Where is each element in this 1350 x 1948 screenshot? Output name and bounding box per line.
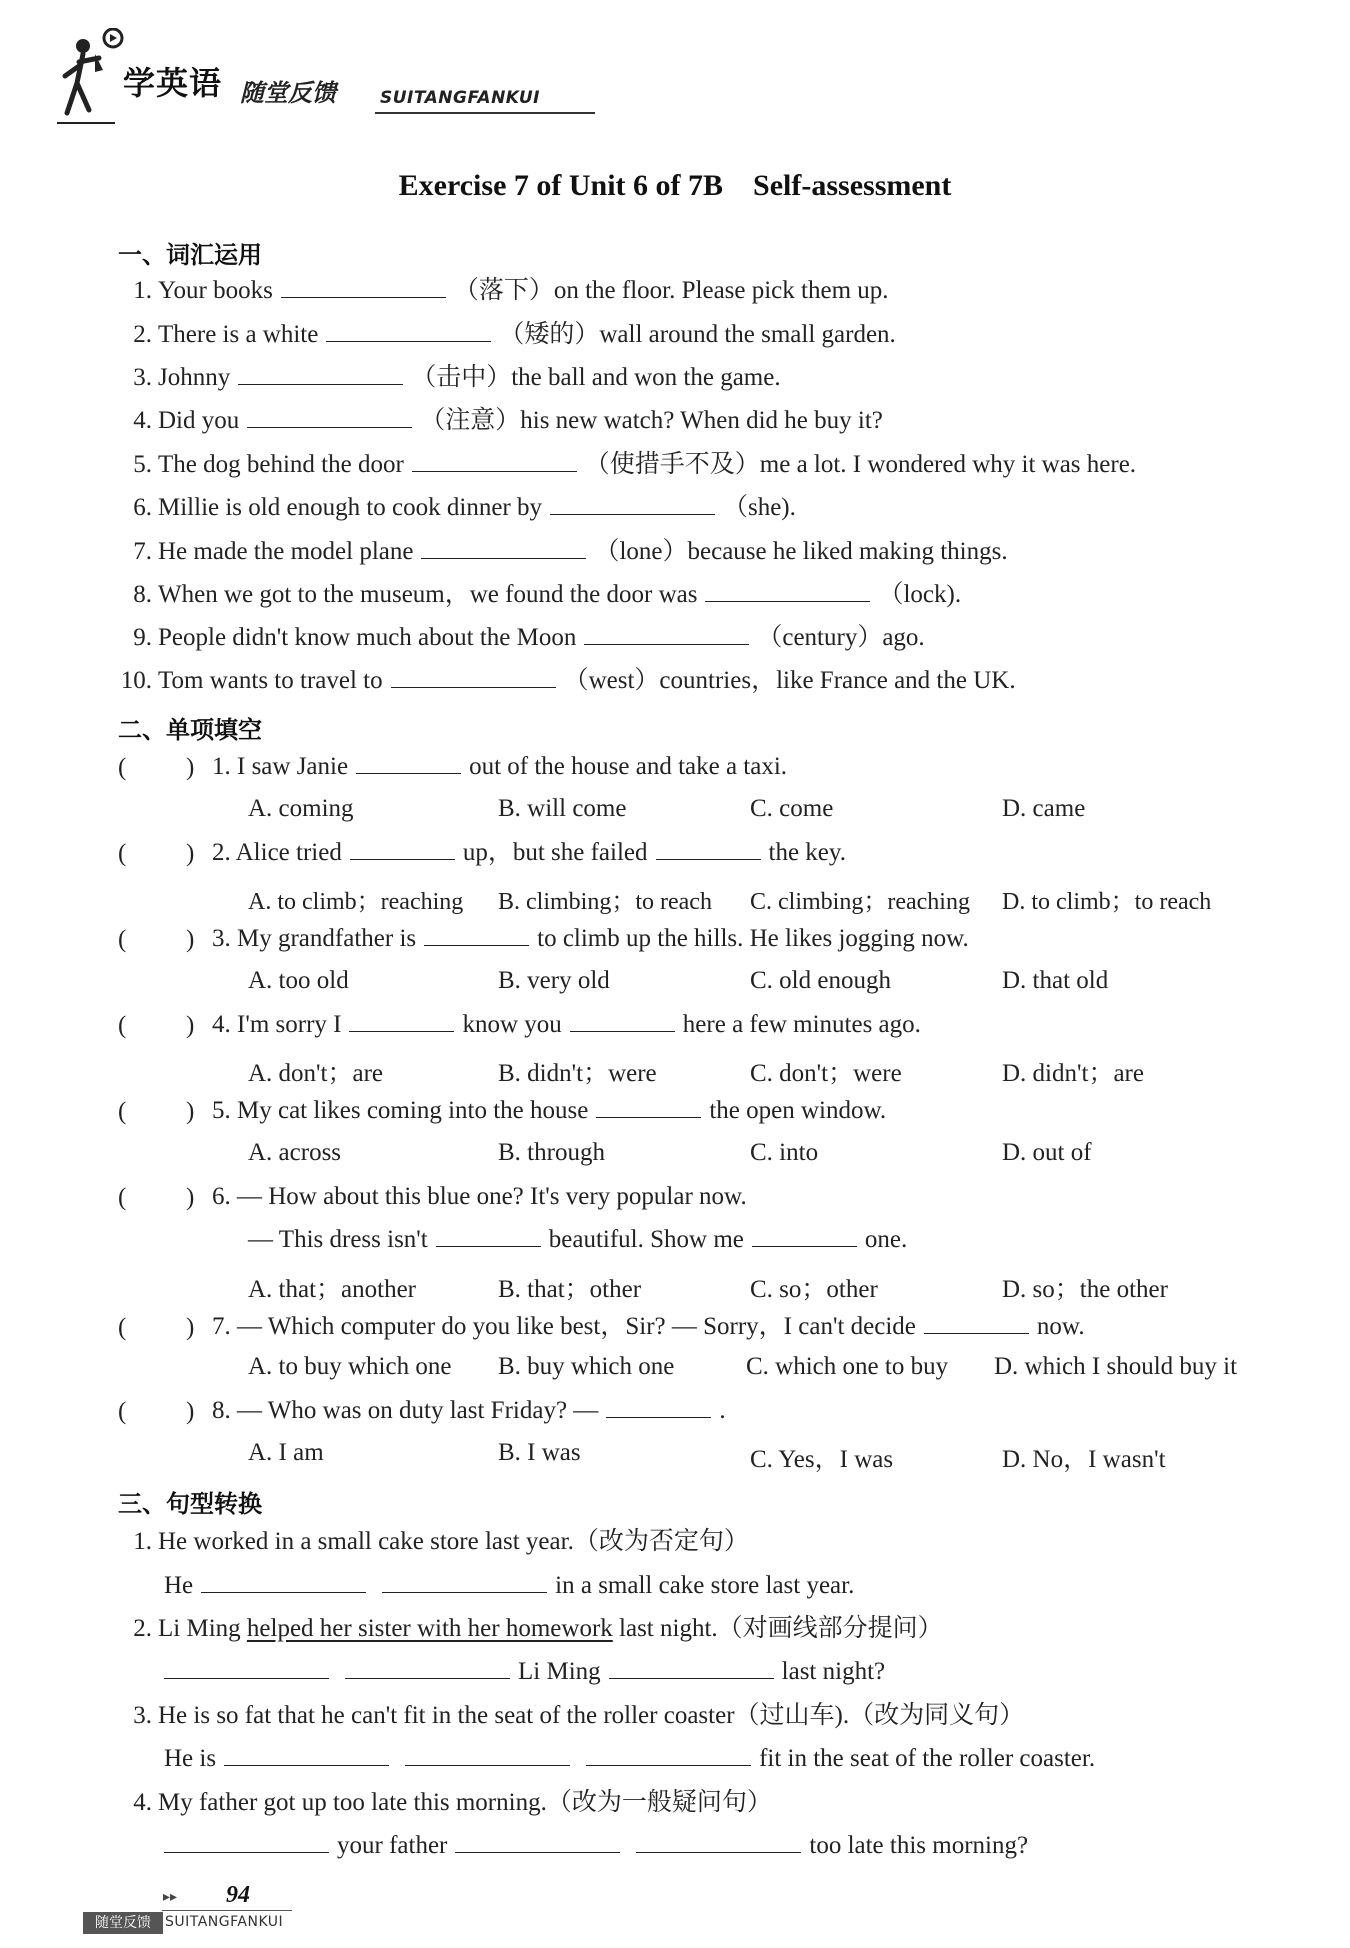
option-b[interactable]: B. I was <box>498 1439 581 1466</box>
transform-answer-line <box>156 1830 1028 1862</box>
item-number: 9. <box>133 624 152 651</box>
item-text: Li Ming <box>158 1615 241 1642</box>
item-text: There is a white <box>158 321 319 348</box>
item-number: 3. <box>133 1702 152 1729</box>
answer-blank[interactable] <box>656 837 761 860</box>
option-b[interactable]: B. will come <box>498 795 627 822</box>
option-a[interactable]: A. I am <box>248 1439 324 1466</box>
answer-bracket-close: ) <box>186 840 195 867</box>
item-number: 4. <box>133 1789 152 1816</box>
question-number: 4. <box>212 1011 231 1038</box>
question-text: — How about this blue one? It's very popular now. <box>237 1183 747 1210</box>
answer-blank[interactable] <box>281 275 446 298</box>
mc-question <box>212 1009 921 1041</box>
answer-bracket-open: ( <box>118 1184 127 1211</box>
item-number: 6. <box>133 494 152 521</box>
question-text: — Who was on duty last Friday? — <box>237 1397 599 1424</box>
option-b[interactable]: B. didn't；were <box>498 1060 657 1087</box>
answer-blank[interactable] <box>596 1095 701 1118</box>
item-number: 1. <box>133 277 152 304</box>
item-text: Li Ming <box>518 1658 601 1685</box>
question-number: 3. <box>212 925 231 952</box>
answer-blank[interactable] <box>705 579 870 602</box>
item-number: 3. <box>133 364 152 391</box>
option-d[interactable]: D. to climb；to reach <box>1002 889 1212 915</box>
item-text: too late this morning? <box>809 1832 1029 1859</box>
item-number: 4. <box>133 407 152 434</box>
question-text: I saw Janie <box>237 753 349 780</box>
question-number: 5. <box>212 1097 231 1124</box>
answer-bracket-open: ( <box>118 754 127 781</box>
transform-item <box>118 1700 1024 1732</box>
answer-blank[interactable] <box>424 923 529 946</box>
answer-blank[interactable] <box>326 319 491 342</box>
question-number: 6. <box>212 1183 231 1210</box>
option-c[interactable]: C. climbing；reaching <box>750 889 970 915</box>
option-d[interactable]: D. that old <box>1002 967 1109 994</box>
item-text: last night? <box>781 1658 886 1685</box>
question-text: the key. <box>768 839 847 866</box>
question-text: here a few minutes ago. <box>682 1011 921 1038</box>
option-c[interactable]: C. into <box>750 1139 819 1166</box>
option-d[interactable]: D. out of <box>1002 1139 1092 1166</box>
footer-brand-latin: SUITANGFANKUI <box>165 1914 284 1930</box>
brand-main-text: 学英语 <box>123 64 223 102</box>
question-text: Alice tried <box>235 839 342 866</box>
transform-answer-line <box>164 1743 1095 1775</box>
question-text: know you <box>462 1011 562 1038</box>
item-text: He made the model plane <box>158 538 414 565</box>
item-number: 5. <box>133 451 152 478</box>
answer-bracket-open: ( <box>118 1098 127 1125</box>
vocab-item <box>118 449 1136 481</box>
transform-answer-line <box>164 1570 854 1602</box>
answer-blank[interactable] <box>164 1656 329 1679</box>
option-c[interactable]: C. come <box>750 795 834 822</box>
item-text: Your books <box>158 277 273 304</box>
footer-badge: 随堂反馈 <box>83 1912 163 1934</box>
mc-question-line <box>248 1224 907 1256</box>
answer-blank[interactable] <box>349 1009 454 1032</box>
option-a[interactable]: A. too old <box>248 967 349 994</box>
question-text: — This dress isn't <box>248 1226 428 1253</box>
item-text: He is so fat that he can't fit in the seat of the roller coaster（过山车).（改为同义句） <box>158 1702 1025 1729</box>
answer-blank[interactable] <box>224 1743 389 1766</box>
page-number: 94 <box>226 1882 250 1908</box>
transform-answer-line <box>156 1656 885 1688</box>
option-c[interactable]: C. Yes，I was <box>750 1446 894 1473</box>
option-a[interactable]: A. don't；are <box>248 1060 384 1087</box>
section-heading-sentence-transform: 三、句型转换 <box>118 1490 262 1518</box>
item-text: （lock). <box>878 581 962 608</box>
item-number: 8. <box>133 581 152 608</box>
option-d[interactable]: D. No，I wasn't <box>1002 1446 1166 1473</box>
option-b[interactable]: B. climbing；to reach <box>498 889 712 915</box>
item-text: Tom wants to travel to <box>158 667 383 694</box>
answer-bracket-close: ) <box>186 1398 195 1425</box>
double-arrow-icon: ▸▸ <box>163 1889 178 1905</box>
brand-latin-text: SUITANGFANKUI <box>380 88 540 108</box>
item-text: My father got up too late this morning.（改为一般疑问句） <box>158 1789 772 1816</box>
vocab-item <box>118 622 925 654</box>
option-a[interactable]: A. across <box>248 1139 342 1166</box>
answer-blank[interactable] <box>586 1743 751 1766</box>
answer-blank[interactable] <box>201 1570 366 1593</box>
mc-question <box>212 923 969 955</box>
answer-blank[interactable] <box>350 837 455 860</box>
mc-question <box>212 1095 886 1127</box>
answer-blank[interactable] <box>570 1009 675 1032</box>
item-text: （击中）the ball and won the game. <box>411 364 781 391</box>
footer-divider <box>162 1910 292 1911</box>
item-text: （矮的）wall around the small garden. <box>499 321 896 348</box>
mc-question <box>212 751 787 783</box>
item-text: fit in the seat of the roller coaster. <box>759 1745 1096 1772</box>
header <box>55 28 575 128</box>
option-d[interactable]: D. came <box>1002 795 1086 822</box>
option-a[interactable]: A. coming <box>248 795 354 822</box>
option-b[interactable]: B. buy which one <box>498 1353 675 1380</box>
answer-blank[interactable] <box>455 1830 620 1853</box>
answer-blank[interactable] <box>412 449 577 472</box>
option-b[interactable]: B. very old <box>498 967 610 994</box>
question-text: My grandfather is <box>237 925 417 952</box>
question-number: 1. <box>212 753 231 780</box>
answer-bracket-open: ( <box>118 1314 127 1341</box>
transform-item <box>118 1526 749 1558</box>
mc-question <box>212 837 846 869</box>
answer-blank[interactable] <box>609 1656 774 1679</box>
answer-blank[interactable] <box>382 1570 547 1593</box>
question-number: 7. <box>212 1313 231 1340</box>
answer-bracket-close: ) <box>186 1012 195 1039</box>
item-text: last night.（对画线部分提问） <box>619 1615 943 1642</box>
item-text: People didn't know much about the Moon <box>158 624 577 651</box>
item-text: （she). <box>722 494 796 521</box>
item-text: （落下）on the floor. Please pick them up. <box>453 277 889 304</box>
answer-blank[interactable] <box>606 1395 711 1418</box>
vocab-item <box>118 536 1008 568</box>
option-c[interactable]: C. which one to buy <box>746 1353 949 1380</box>
header-underline <box>375 112 595 114</box>
section-heading-multiple-choice: 二、单项填空 <box>118 716 262 744</box>
question-text: up，but she failed <box>462 839 648 866</box>
underlined-phrase: helped her sister with her homework <box>246 1615 613 1642</box>
answer-bracket-close: ) <box>186 1314 195 1341</box>
answer-blank[interactable] <box>238 362 403 385</box>
question-text: one. <box>864 1226 908 1253</box>
answer-blank[interactable] <box>924 1311 1029 1334</box>
item-number: 2. <box>133 321 152 348</box>
answer-blank[interactable] <box>391 665 556 688</box>
item-text: （注意）his new watch? When did he buy it? <box>420 407 883 434</box>
option-c[interactable]: C. old enough <box>750 967 891 994</box>
question-text: to climb up the hills. He likes jogging now. <box>537 925 969 952</box>
vocab-item <box>118 665 1016 697</box>
item-number: 2. <box>133 1615 152 1642</box>
answer-blank[interactable] <box>584 622 749 645</box>
item-text: He worked in a small cake store last year.（改为否定句） <box>158 1528 749 1555</box>
option-a[interactable]: A. to buy which one <box>248 1353 452 1380</box>
vocab-item <box>118 405 883 437</box>
answer-bracket-open: ( <box>118 840 127 867</box>
mc-question <box>212 1181 747 1213</box>
answer-bracket-open: ( <box>118 1012 127 1039</box>
option-b[interactable]: B. through <box>498 1139 605 1166</box>
item-text: Johnny <box>158 364 231 391</box>
question-number: 8. <box>212 1397 231 1424</box>
mc-question <box>212 1311 1085 1343</box>
option-c[interactable]: C. so；other <box>750 1276 878 1303</box>
answer-bracket-close: ) <box>186 926 195 953</box>
answer-blank[interactable] <box>405 1743 570 1766</box>
option-a[interactable]: A. that；another <box>248 1276 417 1303</box>
answer-blank[interactable] <box>636 1830 801 1853</box>
page-title: Exercise 7 of Unit 6 of 7B Self-assessment <box>398 169 952 202</box>
answer-blank[interactable] <box>752 1224 857 1247</box>
vocab-item <box>118 579 961 611</box>
item-number: 7. <box>133 538 152 565</box>
item-number: 1. <box>133 1528 152 1555</box>
answer-blank[interactable] <box>436 1224 541 1247</box>
question-text: I'm sorry I <box>237 1011 342 1038</box>
answer-blank[interactable] <box>164 1830 329 1853</box>
option-c[interactable]: C. don't；were <box>750 1060 902 1087</box>
vocab-item <box>118 319 896 351</box>
question-text: beautiful. Show me <box>548 1226 744 1253</box>
item-number: 10. <box>120 667 152 694</box>
answer-blank[interactable] <box>421 536 586 559</box>
answer-blank[interactable] <box>550 492 715 515</box>
item-text: （使措手不及）me a lot. I wondered why it was here. <box>584 451 1137 478</box>
item-text: （century）ago. <box>757 624 925 651</box>
option-b[interactable]: B. that；other <box>498 1276 642 1303</box>
item-text: He <box>164 1572 194 1599</box>
answer-bracket-open: ( <box>118 926 127 953</box>
item-text: He is <box>164 1745 217 1772</box>
question-text: My cat likes coming into the house <box>237 1097 589 1124</box>
vocab-item <box>118 362 781 394</box>
item-text: Millie is old enough to cook dinner by <box>158 494 542 521</box>
answer-blank[interactable] <box>356 751 461 774</box>
section-heading-vocabulary: 一、词汇运用 <box>118 241 262 269</box>
vocab-item <box>118 492 796 524</box>
question-text: now. <box>1036 1313 1085 1340</box>
answer-blank[interactable] <box>247 405 412 428</box>
question-text: . <box>719 1397 726 1424</box>
question-text: — Which computer do you like best，Sir? — Sorry，I can't decide <box>237 1313 916 1340</box>
vocab-item <box>118 275 889 307</box>
transform-item <box>118 1787 772 1819</box>
answer-bracket-open: ( <box>118 1398 127 1425</box>
item-text: When we got to the museum，we found the door was <box>158 581 698 608</box>
item-text: （west）countries，like France and the UK. <box>563 667 1016 694</box>
option-d[interactable]: D. didn't；are <box>1002 1060 1144 1087</box>
brand-cursive-text: 随堂反馈 <box>240 78 336 107</box>
item-text: （lone）because he liked making things. <box>594 538 1008 565</box>
mc-question <box>212 1395 726 1427</box>
option-d[interactable]: D. which I should buy it <box>994 1353 1238 1380</box>
item-text: in a small cake store last year. <box>555 1572 855 1599</box>
transform-item <box>118 1613 943 1645</box>
question-text: the open window. <box>709 1097 887 1124</box>
item-text: The dog behind the door <box>158 451 404 478</box>
item-text: your father <box>337 1832 448 1859</box>
question-text: out of the house and take a taxi. <box>469 753 788 780</box>
option-a[interactable]: A. to climb；reaching <box>248 889 464 915</box>
option-d[interactable]: D. so；the other <box>1002 1276 1168 1303</box>
answer-blank[interactable] <box>345 1656 510 1679</box>
answer-bracket-close: ) <box>186 1098 195 1125</box>
item-text: Did you <box>158 407 240 434</box>
answer-bracket-close: ) <box>186 754 195 781</box>
answer-bracket-close: ) <box>186 1184 195 1211</box>
question-number: 2. <box>212 839 231 866</box>
